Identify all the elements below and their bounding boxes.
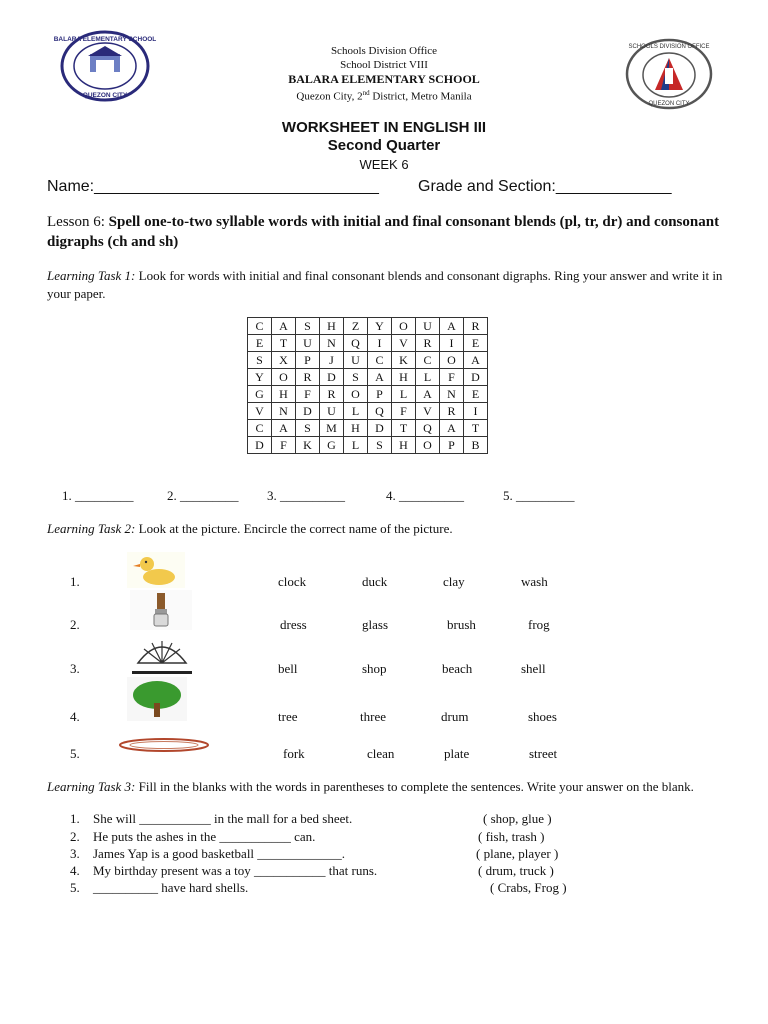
task2-item-number: 1. bbox=[70, 574, 80, 589]
grid-cell[interactable]: R bbox=[464, 318, 488, 335]
grid-cell[interactable]: L bbox=[344, 437, 368, 454]
sentence-choices: ( Crabs, Frog ) bbox=[490, 880, 567, 895]
grid-cell[interactable]: U bbox=[296, 335, 320, 352]
grid-cell[interactable]: H bbox=[320, 318, 344, 335]
grid-cell[interactable]: V bbox=[392, 335, 416, 352]
sentence-choices: ( drum, truck ) bbox=[478, 863, 554, 878]
duck-picture bbox=[127, 552, 185, 588]
grid-cell[interactable]: A bbox=[368, 369, 392, 386]
choice-option[interactable]: three bbox=[360, 709, 386, 724]
task1-label: Learning Task 1: bbox=[47, 268, 136, 283]
grid-cell[interactable]: M bbox=[320, 420, 344, 437]
grid-cell[interactable]: P bbox=[296, 352, 320, 369]
grid-row bbox=[248, 335, 488, 352]
grid-cell[interactable]: F bbox=[272, 437, 296, 454]
grid-cell[interactable]: L bbox=[392, 386, 416, 403]
grid-cell[interactable]: N bbox=[272, 403, 296, 420]
grid-cell[interactable]: D bbox=[464, 369, 488, 386]
grid-cell[interactable]: B bbox=[464, 437, 488, 454]
choice-option[interactable]: shoes bbox=[528, 709, 557, 724]
grid-cell[interactable]: E bbox=[248, 335, 272, 352]
grid-cell[interactable]: C bbox=[368, 352, 392, 369]
grid-cell[interactable]: V bbox=[416, 403, 440, 420]
grid-cell[interactable]: S bbox=[248, 352, 272, 369]
grid-cell[interactable]: Y bbox=[248, 369, 272, 386]
answer-blank[interactable]: 2. _________ bbox=[167, 488, 239, 503]
header-school: BALARA ELEMENTARY SCHOOL bbox=[288, 72, 480, 86]
grid-cell[interactable]: F bbox=[296, 386, 320, 403]
brush-picture bbox=[130, 590, 192, 630]
answer-blank[interactable]: 4. __________ bbox=[386, 488, 464, 503]
grid-cell[interactable]: H bbox=[392, 369, 416, 386]
choice-option[interactable]: frog bbox=[528, 617, 550, 632]
sentence-number: 1. bbox=[70, 811, 80, 826]
grid-cell[interactable]: G bbox=[320, 437, 344, 454]
grid-cell[interactable]: Q bbox=[344, 335, 368, 352]
task3-instructions bbox=[47, 778, 727, 796]
grid-cell[interactable]: G bbox=[248, 386, 272, 403]
grid-cell[interactable]: I bbox=[440, 335, 464, 352]
grade-section-field[interactable]: Grade and Section:_____________ bbox=[418, 178, 672, 195]
grid-cell[interactable]: Q bbox=[416, 420, 440, 437]
grid-row bbox=[248, 352, 488, 369]
grid-cell[interactable]: J bbox=[320, 352, 344, 369]
choice-option[interactable]: wash bbox=[521, 574, 548, 589]
task2-item-number: 4. bbox=[70, 709, 80, 724]
seal-ring-text: BALARA ELEMENTARY SCHOOL bbox=[53, 36, 157, 43]
sentence-text: __________ have hard shells. bbox=[93, 880, 249, 895]
grid-cell[interactable]: C bbox=[416, 352, 440, 369]
lesson-heading bbox=[47, 212, 727, 252]
grid-cell[interactable]: L bbox=[344, 403, 368, 420]
grid-cell[interactable]: R bbox=[296, 369, 320, 386]
task2-item-number: 2. bbox=[70, 617, 80, 632]
address-prefix: Quezon City, 2 bbox=[296, 90, 363, 103]
grid-row bbox=[248, 420, 488, 437]
grid-cell[interactable]: D bbox=[368, 420, 392, 437]
grid-cell[interactable]: T bbox=[464, 420, 488, 437]
lesson-text: Spell one-to-two syllable words with initial and final consonant blends (pl, tr, dr) and consonant digraphs (ch and sh) bbox=[47, 214, 720, 250]
grid-cell[interactable]: H bbox=[272, 386, 296, 403]
grid-cell[interactable]: D bbox=[248, 437, 272, 454]
grid-cell[interactable]: R bbox=[416, 335, 440, 352]
grid-cell[interactable]: F bbox=[392, 403, 416, 420]
tree-picture bbox=[127, 677, 187, 721]
grid-cell[interactable]: S bbox=[344, 369, 368, 386]
shell-picture bbox=[130, 637, 194, 677]
grid-cell[interactable]: A bbox=[272, 420, 296, 437]
grid-cell[interactable]: S bbox=[368, 437, 392, 454]
choice-option[interactable]: shop bbox=[362, 661, 387, 676]
grid-cell[interactable]: S bbox=[296, 318, 320, 335]
task2-item-number: 3. bbox=[70, 661, 80, 676]
choice-option[interactable]: dress bbox=[280, 617, 307, 632]
grid-cell[interactable]: U bbox=[416, 318, 440, 335]
task2-item-number: 5. bbox=[70, 746, 80, 761]
worksheet-title: WORKSHEET IN ENGLISH III bbox=[281, 119, 487, 136]
answer-blank[interactable]: 1. _________ bbox=[62, 488, 134, 503]
sentence-choices: ( shop, glue ) bbox=[483, 811, 552, 826]
task3-text: Fill in the blanks with the words in parentheses to complete the sentences. Write your answer on the blank. bbox=[135, 779, 694, 794]
grid-row bbox=[248, 437, 488, 454]
grid-cell[interactable]: T bbox=[392, 420, 416, 437]
sentence-number: 4. bbox=[70, 863, 80, 878]
grid-cell[interactable]: O bbox=[272, 369, 296, 386]
plate-picture bbox=[118, 737, 210, 753]
grid-cell[interactable]: I bbox=[368, 335, 392, 352]
lesson-label: Lesson 6: bbox=[47, 214, 109, 230]
choice-option[interactable]: glass bbox=[362, 617, 388, 632]
grid-row bbox=[248, 369, 488, 386]
grid-cell[interactable]: U bbox=[344, 352, 368, 369]
grid-cell[interactable]: D bbox=[296, 403, 320, 420]
grid-cell[interactable]: E bbox=[464, 386, 488, 403]
grid-cell[interactable]: T bbox=[272, 335, 296, 352]
sentence-text: James Yap is a good basketball _____________. bbox=[93, 846, 346, 861]
sentence-text: My birthday present was a toy ___________ that runs. bbox=[93, 863, 378, 878]
choice-option[interactable]: brush bbox=[447, 617, 476, 632]
grid-cell[interactable]: H bbox=[392, 437, 416, 454]
grid-cell[interactable]: A bbox=[440, 420, 464, 437]
grid-cell[interactable]: D bbox=[320, 369, 344, 386]
grid-cell[interactable]: C bbox=[248, 318, 272, 335]
sentence-choices: ( fish, trash ) bbox=[478, 829, 545, 844]
choice-option[interactable]: clock bbox=[278, 574, 307, 589]
worksheet-subtitle: Second Quarter bbox=[327, 137, 441, 154]
task1-instructions bbox=[47, 267, 727, 303]
header-address bbox=[0, 86, 768, 104]
grid-cell[interactable]: O bbox=[440, 352, 464, 369]
grid-cell[interactable]: H bbox=[344, 420, 368, 437]
grid-cell[interactable]: I bbox=[464, 403, 488, 420]
choice-option[interactable]: street bbox=[529, 746, 558, 761]
grid-cell[interactable]: Q bbox=[368, 403, 392, 420]
task2-text: Look at the picture. Encircle the correct name of the picture. bbox=[135, 521, 453, 536]
sentence-text: She will ___________ in the mall for a bed sheet. bbox=[93, 811, 353, 826]
seal-bottom-text: QUEZON CITY bbox=[82, 92, 128, 99]
grid-cell[interactable]: P bbox=[440, 437, 464, 454]
answer-blank[interactable]: 5. _________ bbox=[503, 488, 575, 503]
task2-instructions bbox=[47, 520, 727, 538]
week-label: WEEK 6 bbox=[359, 157, 409, 172]
grid-row bbox=[248, 318, 488, 335]
task1-text: Look for words with initial and final consonant blends and consonant digraphs. Ring your answer and write it in your paper. bbox=[47, 268, 723, 301]
grid-cell[interactable]: A bbox=[272, 318, 296, 335]
choice-option[interactable]: clean bbox=[367, 746, 395, 761]
sentence-number: 3. bbox=[70, 846, 80, 861]
choice-option[interactable]: clay bbox=[443, 574, 465, 589]
choice-option[interactable]: duck bbox=[362, 574, 388, 589]
header-district: School District VIII bbox=[340, 59, 428, 71]
grid-cell[interactable]: S bbox=[296, 420, 320, 437]
choice-option[interactable]: fork bbox=[283, 746, 305, 761]
word-search-grid bbox=[247, 317, 488, 454]
sentence-text: He puts the ashes in the ___________ can. bbox=[93, 829, 316, 844]
grid-row bbox=[248, 386, 488, 403]
grid-cell[interactable]: A bbox=[440, 318, 464, 335]
grid-cell[interactable]: K bbox=[296, 437, 320, 454]
seal-ring-text: SCHOOLS DIVISION OFFICE bbox=[628, 44, 710, 50]
grid-cell[interactable]: O bbox=[416, 437, 440, 454]
sentence-number: 2. bbox=[70, 829, 80, 844]
grid-cell[interactable]: A bbox=[416, 386, 440, 403]
grid-cell[interactable]: E bbox=[464, 335, 488, 352]
choice-option[interactable]: bell bbox=[278, 661, 298, 676]
sentence-number: 5. bbox=[70, 880, 80, 895]
choice-option[interactable]: shell bbox=[521, 661, 546, 676]
choice-option[interactable]: drum bbox=[441, 709, 469, 724]
grid-cell[interactable]: R bbox=[440, 403, 464, 420]
address-sup: nd bbox=[362, 89, 370, 97]
choice-option[interactable]: tree bbox=[278, 709, 298, 724]
grid-cell[interactable]: U bbox=[320, 403, 344, 420]
grid-cell[interactable]: Z bbox=[344, 318, 368, 335]
header-office: Schools Division Office bbox=[330, 45, 438, 57]
task2-label: Learning Task 2: bbox=[47, 521, 136, 536]
task3-label: Learning Task 3: bbox=[47, 779, 136, 794]
grid-cell[interactable]: A bbox=[464, 352, 488, 369]
grid-row bbox=[248, 403, 488, 420]
grid-cell[interactable]: O bbox=[392, 318, 416, 335]
grid-cell[interactable]: N bbox=[320, 335, 344, 352]
grid-cell[interactable]: F bbox=[440, 369, 464, 386]
grid-cell[interactable]: Y bbox=[368, 318, 392, 335]
grid-cell[interactable]: V bbox=[248, 403, 272, 420]
name-field[interactable]: Name:________________________________ bbox=[47, 178, 379, 195]
grid-cell[interactable]: N bbox=[440, 386, 464, 403]
grid-cell[interactable]: K bbox=[392, 352, 416, 369]
grid-cell[interactable]: R bbox=[320, 386, 344, 403]
grid-cell[interactable]: X bbox=[272, 352, 296, 369]
grid-cell[interactable]: C bbox=[248, 420, 272, 437]
answer-blank[interactable]: 3. __________ bbox=[267, 488, 345, 503]
grid-cell[interactable]: O bbox=[344, 386, 368, 403]
seal-bottom-text: QUEZON CITY bbox=[648, 101, 690, 107]
choice-option[interactable]: beach bbox=[442, 661, 473, 676]
sentence-choices: ( plane, player ) bbox=[476, 846, 559, 861]
choice-option[interactable]: plate bbox=[444, 746, 470, 761]
address-suffix: District, Metro Manila bbox=[369, 90, 472, 103]
grid-cell[interactable]: L bbox=[416, 369, 440, 386]
grid-cell[interactable]: P bbox=[368, 386, 392, 403]
